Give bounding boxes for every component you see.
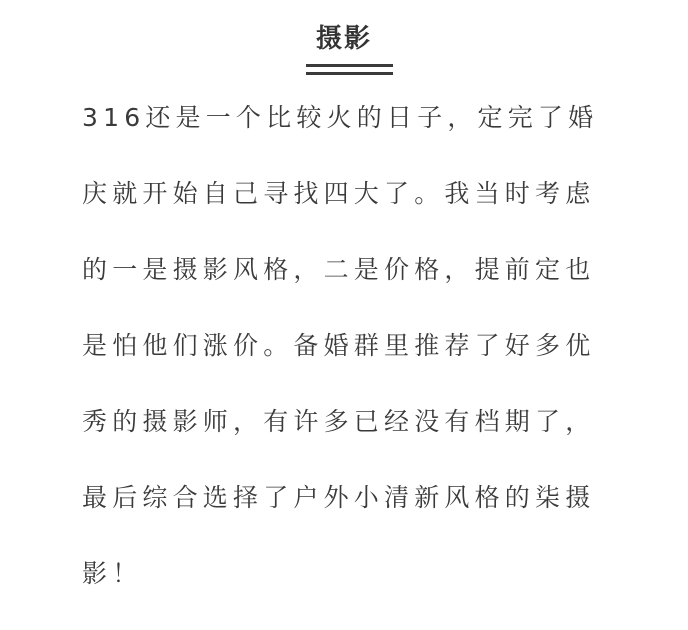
article-body [82,98,612,630]
article-line: 的一是摄影风格，二是价格，提前定也 [82,255,596,284]
heading-divider-top [306,64,393,67]
article-line: 316还是一个比较火的日子，定完了婚 [82,103,599,132]
article-line: 秀的摄影师，有许多已经没有档期了， [82,407,596,436]
article-line: 最后综合选择了户外小清新风格的柒摄 [82,483,596,512]
heading-divider-bottom [306,72,393,75]
article-line: 是怕他们涨价。备婚群里推荐了好多优 [82,331,596,360]
section-heading: 摄影 [315,24,372,54]
article-line: 影！ [82,559,143,588]
article-line: 庆就开始自己寻找四大了。我当时考虑 [82,179,596,208]
